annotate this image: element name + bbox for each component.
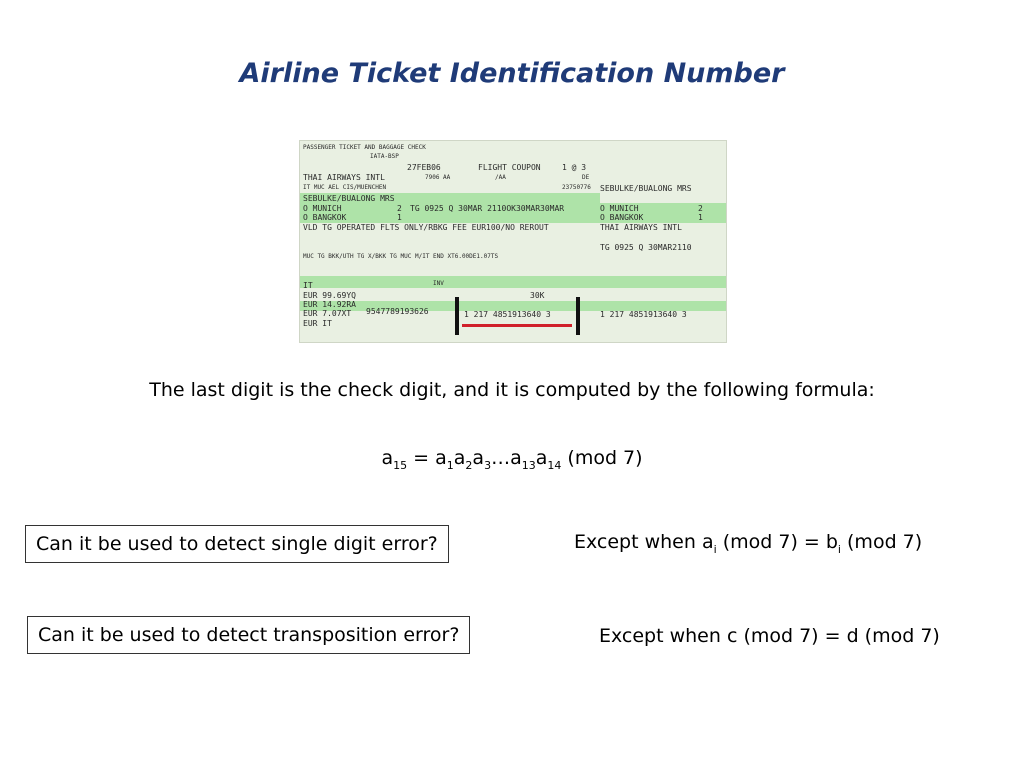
ticket-seg2: 1 <box>397 213 402 222</box>
ticket-card-number: 9547789193626 <box>366 307 429 316</box>
ticket-agent: IT MUC AEL CIS/MUENCHEN <box>303 184 387 191</box>
transposition-question-box: Can it be used to detect transposition error? <box>27 616 470 654</box>
ticket-baggage: 30K <box>530 291 545 300</box>
ticket-tax4: EUR IT <box>303 319 332 328</box>
ticket-right-bar <box>576 297 580 335</box>
ticket-issuer: IATA-BSP <box>370 153 399 160</box>
ticket-band <box>300 276 726 288</box>
ticket-inv: INV <box>433 280 444 287</box>
ticket-passenger-right: SEBULKE/BUALONG MRS <box>600 184 692 193</box>
slide-title: Airline Ticket Identification Number <box>239 58 785 89</box>
ticket-from-city: O MUNICH <box>303 204 342 213</box>
ticket-from-city-right: O MUNICH <box>600 204 639 213</box>
ticket-date: 27FEB06 <box>407 163 441 172</box>
ticket-flight: TG 0925 Q 30MAR 2110OK30MAR30MAR <box>410 204 565 213</box>
ticket-to-city: O BANGKOK <box>303 213 347 222</box>
ticket-tax3: EUR 7.07XT <box>303 309 352 318</box>
ticket-to-city-right: O BANGKOK <box>600 213 644 222</box>
ticket-flight-right: TG 0925 Q 30MAR2110 <box>600 243 692 252</box>
single-digit-question-box: Can it be used to detect single digit error? <box>25 525 449 563</box>
ticket-code2: /AA <box>495 174 506 181</box>
ticket-left-bar <box>455 297 459 335</box>
ticket-coupon-label: FLIGHT COUPON <box>478 163 541 172</box>
ticket-ref: 23750776 <box>562 184 591 191</box>
ticket-tax2: EUR 14.92RA <box>303 300 356 309</box>
ticket-fare-calc: MUC TG BKK/UTH TG X/BKK TG MUC M/IT END XT6.00DE1.07TS <box>303 253 499 260</box>
ticket-seg1: 2 <box>397 204 402 213</box>
ticket-number-underline <box>462 324 572 327</box>
ticket-seg1-right: 2 <box>698 204 703 213</box>
ticket-header: PASSENGER TICKET AND BAGGAGE CHECK <box>303 144 426 151</box>
ticket-de: DE <box>582 174 590 181</box>
check-digit-formula: $a_{15}$ = $a_1a_2a_3\dots a_{13}a_{14}$ (mod 7) <box>381 447 643 472</box>
ticket-tax1: EUR 99.69YQ <box>303 291 356 300</box>
ticket-coupon-no: 1 @ 3 <box>562 163 587 172</box>
transposition-answer: Except when c (mod 7) = d (mod 7) <box>599 625 940 647</box>
airline-ticket-image <box>299 140 727 343</box>
ticket-fare-note: VLD TG OPERATED FLTS ONLY/RBKG FEE EUR100/NO REROUT <box>303 223 549 232</box>
ticket-passenger: SEBULKE/BUALONG MRS <box>303 194 395 203</box>
ticket-it: IT <box>303 281 313 290</box>
ticket-code1: 7906 AA <box>425 174 451 181</box>
ticket-number: 1 217 4851913640 3 <box>464 310 551 319</box>
ticket-number-right: 1 217 4851913640 3 <box>600 310 687 319</box>
ticket-airline: THAI AIRWAYS INTL <box>303 173 385 182</box>
check-digit-sentence: The last digit is the check digit, and it is computed by the following formula: <box>149 379 875 401</box>
ticket-airline-right: THAI AIRWAYS INTL <box>600 223 682 232</box>
single-digit-answer: Except when $a_i$ (mod $7) = b_i$ (mod 7) <box>574 531 923 556</box>
ticket-seg2-right: 1 <box>698 213 703 222</box>
